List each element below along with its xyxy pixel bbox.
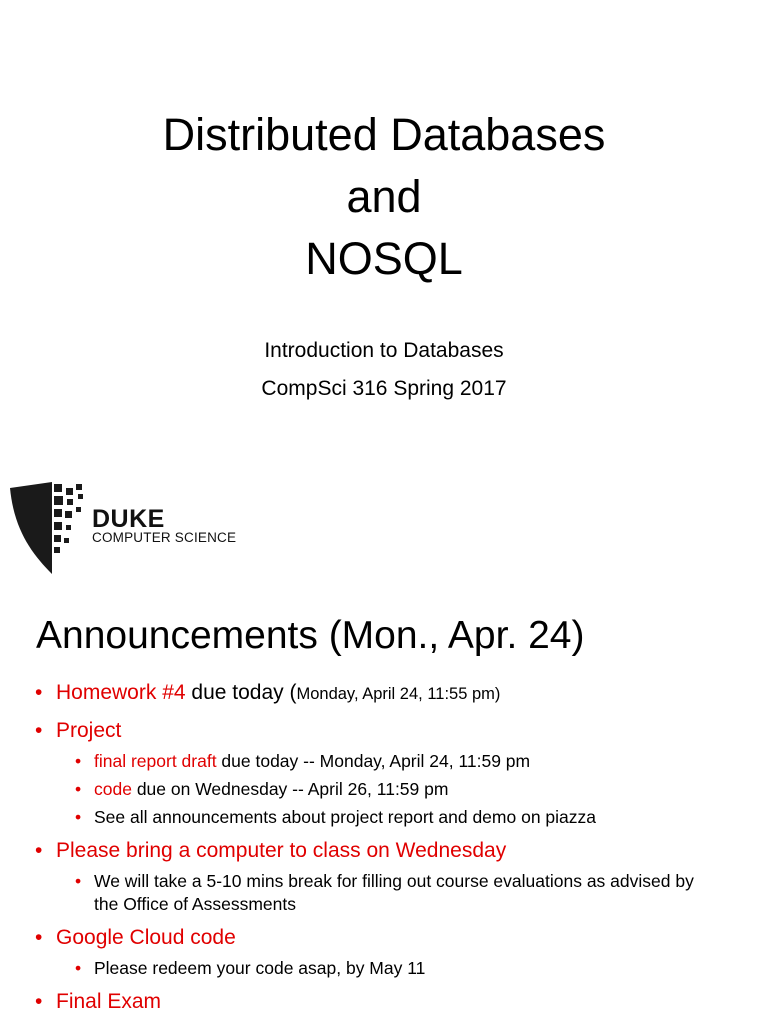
item-text: due today -- Monday, April 24, 11:59 pm (216, 751, 531, 771)
course-term: CompSci 316 Spring 2017 (261, 377, 507, 400)
bullet: • (75, 779, 82, 799)
item-text: due on Wednesday -- April 26, 11:59 pm (131, 779, 449, 799)
item-text: See all announcements about project report and demo on piazza (94, 807, 596, 827)
bullet: • (35, 839, 43, 862)
list-item (0, 987, 768, 1017)
list-item (0, 923, 768, 980)
sub-list (0, 957, 768, 980)
item-highlight: final report draft (94, 751, 217, 771)
title-line: Distributed Databases (162, 109, 606, 160)
slide-title (0, 104, 768, 290)
item-text: Please redeem your code asap, by May 11 (94, 958, 426, 978)
item-highlight: code (94, 779, 132, 799)
bullet: • (35, 719, 43, 742)
sub-list-item (0, 750, 768, 773)
bullet: • (35, 990, 43, 1013)
list-item (0, 716, 768, 829)
logo-name: DUKE (92, 505, 165, 533)
item-date: Monday, April 24, 11:55 pm) (296, 685, 501, 703)
logo-dept: COMPUTER SCIENCE (92, 530, 237, 545)
sub-list-item (0, 806, 768, 829)
announcement-list (0, 678, 768, 1024)
list-item (0, 678, 768, 709)
course-name: Introduction to Databases (264, 339, 504, 362)
announcements-slide (0, 590, 768, 1024)
homework-link-text: Homework #4 (56, 681, 186, 704)
bullet: • (75, 807, 82, 827)
sub-list-item (0, 778, 768, 801)
bullet: • (75, 958, 82, 978)
sub-list (0, 750, 768, 829)
sub-list (0, 870, 768, 916)
list-item (0, 836, 768, 916)
item-text: due today ( (185, 681, 297, 704)
bullet: • (75, 751, 82, 771)
announcements-heading: Announcements (Mon., Apr. 24) (36, 614, 585, 657)
item-text: We will take a 5-10 mins break for filling out course evaluations as advised by the Office of Assessments (94, 871, 694, 914)
sub-list-item (0, 957, 768, 980)
slide-subtitle (0, 332, 768, 408)
sub-list-item (0, 870, 768, 916)
item-heading: Final Exam (56, 990, 162, 1013)
shield-icon (8, 482, 92, 574)
bullet: • (35, 681, 43, 704)
bullet: • (35, 926, 43, 949)
item-heading: Please bring a computer to class on Wednesday (56, 839, 507, 862)
bullet: • (75, 871, 82, 891)
duke-cs-logo (8, 482, 258, 574)
item-heading: Google Cloud code (56, 926, 236, 949)
title-line: and (346, 171, 422, 222)
item-heading: Project (56, 719, 122, 742)
title-line: NOSQL (305, 233, 463, 284)
